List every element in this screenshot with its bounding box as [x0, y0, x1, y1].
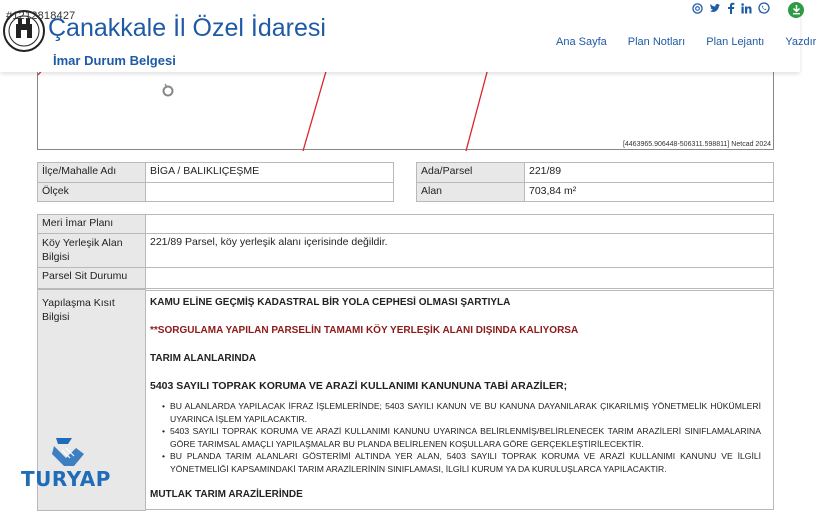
olcek-label: Ölçek: [38, 183, 146, 202]
nav-yazdir[interactable]: Yazdır: [785, 36, 816, 48]
turyap-brand: TURYAP: [21, 467, 111, 491]
sit-value: [146, 268, 774, 289]
alan-value: 703,84 m²: [525, 183, 774, 202]
location-table: [37, 162, 394, 202]
twitter-icon[interactable]: [709, 3, 721, 14]
listing-id: #1212818427: [6, 10, 76, 22]
koy-label: Köy Yerleşik Alan Bilgisi: [38, 234, 146, 268]
linkedin-icon[interactable]: [741, 3, 752, 14]
parcel-boundary-lines: [38, 59, 490, 151]
map-caption: [4463965.906448-506311.598811] Netcad 2024: [622, 141, 771, 148]
ada-label: Ada/Parsel: [417, 163, 525, 183]
kisit-label: Yapılaşma Kısıt Bilgisi: [37, 289, 146, 511]
turyap-logo: [18, 434, 126, 492]
kisit-heading-4: 5403 SAYILI TOPRAK KORUMA VE ARAZİ KULLANIMI KANUNUNA TABİ ARAZİLER;: [150, 380, 568, 392]
page-subtitle: İmar Durum Belgesi: [53, 53, 176, 68]
ada-value: 221/89: [525, 163, 774, 183]
whatsapp-icon[interactable]: [758, 2, 770, 14]
kisit-heading-1: KAMU ELİNE GEÇMİŞ KADASTRAL BİR YOLA CEPHESİ OLMASI ŞARTIYLA: [150, 297, 511, 308]
sit-label: Parsel Sit Durumu: [38, 268, 146, 289]
kisit-bullet: • BU ALANLARDA YAPILACAK İFRAZ İŞLEMLERİNDE; 5403 SAYILI KANUN VE BU KANUNA DAYANILARAK ÇIKARILMIŞ YÖNETMELİK HÜKÜMLERİ UYARINCA İŞLEM YAPILACAKTIR.: [170, 400, 769, 425]
parcel-map[interactable]: [37, 60, 774, 150]
kisit-heading-3: TARIM ALANLARINDA: [150, 353, 257, 364]
olcek-value: [146, 183, 394, 202]
kisit-heading-5: MUTLAK TARIM ARAZİLERİNDE: [150, 489, 303, 500]
download-icon[interactable]: [788, 2, 804, 18]
ilce-label: İlçe/Mahalle Adı: [38, 163, 146, 183]
kisit-heading-2: **SORGULAMA YAPILAN PARSELİN TAMAMI KÖY YERLEŞİK ALANI DIŞINDA KALIYORSA: [150, 325, 579, 336]
kisit-bullet-list: [150, 400, 769, 475]
handshake-icon: [18, 434, 126, 468]
main-nav: [556, 36, 816, 48]
koy-value: 221/89 Parsel, köy yerleşik alanı içerisinde değildir.: [146, 234, 774, 268]
facebook-icon[interactable]: [727, 2, 735, 14]
kisit-bullet: • BU PLANDA TARIM ALANLARI GÖSTERİMİ ALTINDA YER ALAN, 5403 SAYILI TOPRAK KORUMA VE ARAZİ KULLANIMI KANUNU VE İLGİLİ YÖNETMELİĞİ KAPSAMINDAKİ TARIM ARAZİLERİNİN SINIFLAMASI, İLGİLİ KURUM YA DA KURULUŞLARCA YAPILACAKTIR.: [170, 450, 769, 475]
nav-ana-sayfa[interactable]: Ana Sayfa: [556, 36, 607, 48]
nav-plan-lejanti[interactable]: Plan Lejantı: [706, 36, 765, 48]
email-icon[interactable]: [692, 3, 703, 14]
meri-value: [146, 215, 774, 234]
nav-plan-notlari[interactable]: Plan Notları: [627, 36, 686, 48]
ilce-value: BİGA / BALIKLIÇEŞME: [146, 163, 394, 183]
kisit-content: [145, 290, 774, 510]
social-links: [692, 2, 770, 14]
site-title[interactable]: Çanakkale İl Özel İdaresi: [48, 14, 326, 42]
kisit-bullet: • 5403 SAYILI TOPRAK KORUMA VE ARAZİ KULLANIMI KANUNU UYARINCA BELİRLENMİŞ/BELİRLENECEK TARIM ARAZİLERİ SINIFLAMALARINA GÖRE TARIMSAL AMAÇLI YAPILAŞMALAR BU PLANDA BELİRLENEN KOŞULLARA GÖRE GERÇEKLEŞTİRİLECEKTİR.: [170, 425, 769, 450]
details-table: [37, 214, 774, 289]
alan-label: Alan: [417, 183, 525, 202]
parcel-table: [416, 162, 774, 202]
meri-label: Meri İmar Planı: [38, 215, 146, 234]
map-marker-icon: [164, 84, 173, 96]
site-header: [0, 0, 816, 72]
